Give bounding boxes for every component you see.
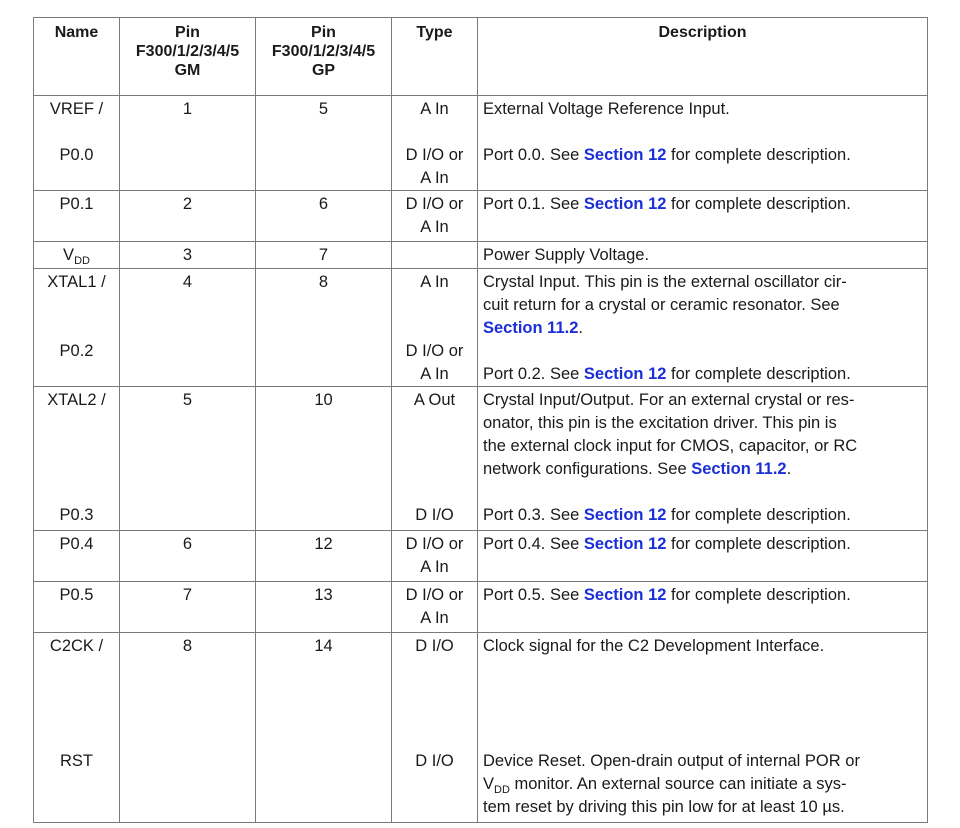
pin-gm-cell: 1 (120, 96, 256, 191)
pin-gp-cell: 8 (256, 269, 392, 387)
table-row (34, 531, 928, 582)
pin-description-cell: Port 0.5. See Section 12 for complete description. (478, 582, 928, 633)
pin-gm-cell: 8 (120, 633, 256, 823)
pin-description-cell: Crystal Input/Output. For an external crystal or res- onator, this pin is the excitation driver. This pin is the external clock input for CMOS, capacitor, or RC network configurations. See Section 11.2. Port 0.3. See Section 12 for complete description. (478, 387, 928, 531)
header-row (34, 18, 928, 96)
pin-gp-cell: 14 (256, 633, 392, 823)
pin-description-cell: Port 0.1. See Section 12 for complete description. (478, 191, 928, 242)
pin-type-cell: D I/O D I/O (392, 633, 478, 823)
pin-type-cell: D I/O or A In (392, 582, 478, 633)
section-link[interactable]: Section 12 (583, 195, 667, 213)
table-row (34, 582, 928, 633)
pin-gm-cell: 4 (120, 269, 256, 387)
pin-gp-cell: 5 (256, 96, 392, 191)
pin-gm-cell: 7 (120, 582, 256, 633)
pin-name-cell: XTAL2 / P0.3 (34, 387, 120, 531)
section-link[interactable]: Section 12 (583, 506, 667, 524)
table-row (34, 633, 928, 823)
section-link[interactable]: Section 11.2 (691, 460, 787, 478)
pin-gm-cell: 6 (120, 531, 256, 582)
pin-description-cell: Port 0.4. See Section 12 for complete description. (478, 531, 928, 582)
pin-name-cell: VREF / P0.0 (34, 96, 120, 191)
header-pin-gm: Pin F300/1/2/3/4/5 GM (120, 18, 256, 96)
pin-gm-cell: 5 (120, 387, 256, 531)
section-link[interactable]: Section 12 (583, 365, 667, 383)
table-row (34, 269, 928, 387)
pin-type-cell (392, 242, 478, 269)
pin-type-cell: A In D I/O or A In (392, 269, 478, 387)
pin-description-cell: Crystal Input. This pin is the external oscillator cir- cuit return for a crystal or ceramic resonator. See Section 11.2. Port 0.2. See Section 12 for complete description. (478, 269, 928, 387)
pin-gm-cell: 3 (120, 242, 256, 269)
section-link[interactable]: Section 11.2 (483, 319, 579, 337)
section-link[interactable]: Section 12 (583, 146, 667, 164)
pin-name-cell: XTAL1 / P0.2 (34, 269, 120, 387)
header-type: Type (392, 18, 478, 96)
pin-name-cell: C2CK / RST (34, 633, 120, 823)
pin-gp-cell: 13 (256, 582, 392, 633)
header-description: Description (478, 18, 928, 96)
pin-description-cell: Power Supply Voltage. (478, 242, 928, 269)
pin-type-cell: D I/O or A In (392, 191, 478, 242)
table-row (34, 242, 928, 269)
pin-description-cell: Clock signal for the C2 Development Interface. Device Reset. Open-drain output of internal POR or $V_{DD}$ monitor. An external source can initiate a sys- tem reset by driving this pin low for at least 10 µs. (478, 633, 928, 823)
pin-type-cell: A Out D I/O (392, 387, 478, 531)
pin-name-cell: P0.1 (34, 191, 120, 242)
pin-gp-cell: 7 (256, 242, 392, 269)
pin-name-cell: P0.5 (34, 582, 120, 633)
pin-definitions-table (33, 17, 928, 823)
table-row (34, 191, 928, 242)
pin-type-cell: A In D I/O or A In (392, 96, 478, 191)
table-row (34, 96, 928, 191)
pin-name-cell: $V_{DD}$ (34, 242, 120, 269)
pin-type-cell: D I/O or A In (392, 531, 478, 582)
pin-gp-cell: 10 (256, 387, 392, 531)
table-row (34, 387, 928, 531)
section-link[interactable]: Section 12 (583, 586, 667, 604)
section-link[interactable]: Section 12 (583, 535, 667, 553)
header-name: Name (34, 18, 120, 96)
pin-gm-cell: 2 (120, 191, 256, 242)
pin-description-cell: External Voltage Reference Input. Port 0.0. See Section 12 for complete description. (478, 96, 928, 191)
pin-name-cell: P0.4 (34, 531, 120, 582)
pin-gp-cell: 6 (256, 191, 392, 242)
header-pin-gp: Pin F300/1/2/3/4/5 GP (256, 18, 392, 96)
pin-gp-cell: 12 (256, 531, 392, 582)
